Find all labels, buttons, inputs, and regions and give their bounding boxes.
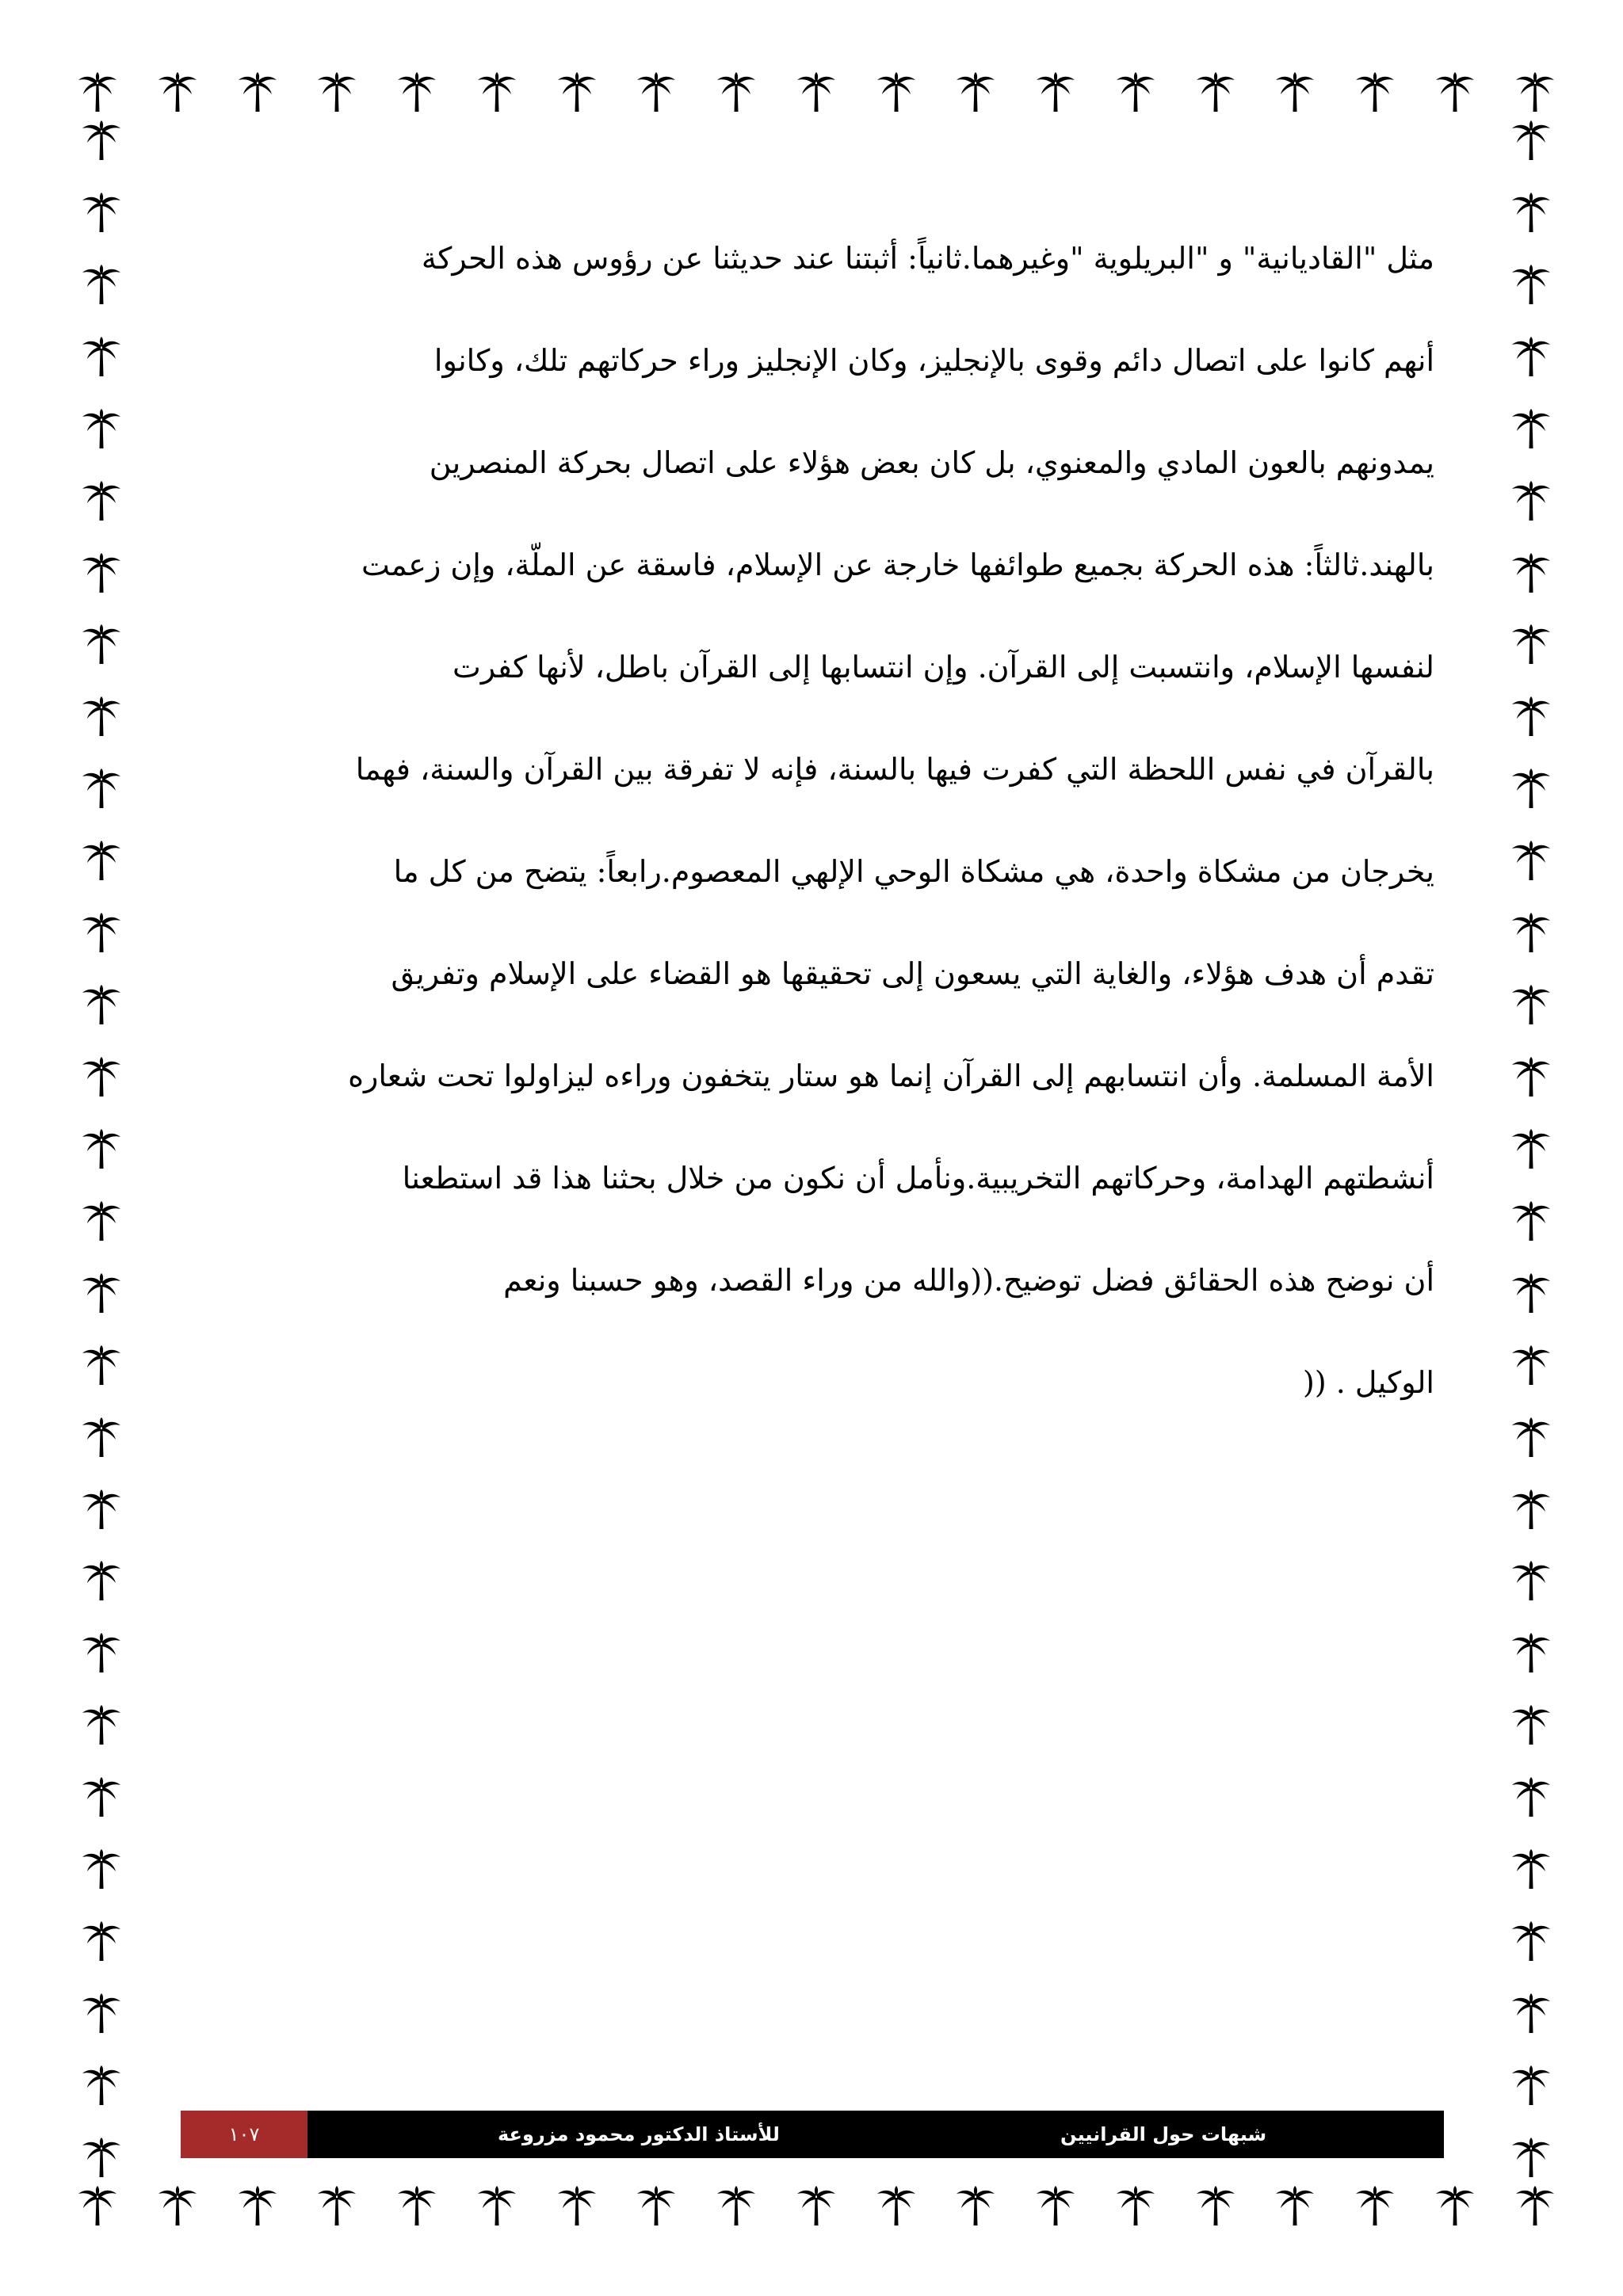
palm-tree-icon	[80, 1199, 123, 1242]
palm-tree-icon	[1510, 551, 1552, 594]
palm-tree-icon	[475, 2184, 518, 2227]
palm-tree-icon	[556, 2184, 598, 2227]
palm-tree-icon	[80, 1920, 123, 1962]
palm-tree-icon	[1510, 407, 1552, 450]
palm-tree-icon	[1510, 1703, 1552, 1746]
palm-tree-icon	[954, 71, 997, 113]
text-line: لنفسها الإسلام، وانتسبت إلى القرآن. وإن انتسابها إلى القرآن باطل، لأنها كفرت	[453, 650, 1434, 685]
footer-title: شبهات حول القرانيين	[1060, 2123, 1267, 2145]
palm-tree-icon	[1510, 695, 1552, 738]
palm-tree-icon	[954, 2184, 997, 2227]
text-line: مثل "القاديانية" و "البريلوية "وغيرهما.ثانياً: أثبتنا عند حديثنا عن رؤوس هذه الحركة	[421, 241, 1434, 276]
border-bottom	[76, 2180, 1556, 2231]
palm-tree-icon	[80, 1416, 123, 1459]
page-number: ١٠٧	[228, 2123, 260, 2145]
text-line: أن نوضح هذه الحقائق فضل توضيح.((والله من وراء القصد، وهو حسبنا ونعم	[503, 1263, 1434, 1298]
palm-tree-icon	[1114, 71, 1157, 113]
palm-tree-icon	[1434, 71, 1476, 113]
palm-tree-icon	[236, 2184, 279, 2227]
footer-author: للأستاذ الدكتور محمود مزروعة	[498, 2123, 780, 2145]
palm-tree-icon	[1510, 479, 1552, 522]
palm-tree-icon	[80, 1992, 123, 2035]
palm-tree-icon	[395, 2184, 438, 2227]
palm-tree-icon	[875, 71, 918, 113]
palm-tree-icon	[1510, 767, 1552, 810]
palm-tree-icon	[80, 263, 123, 306]
text-line: بالهند.ثالثاً: هذه الحركة بجميع طوائفها خارجة عن الإسلام، فاسقة عن الملّة، وإن زعمت	[361, 547, 1434, 582]
palm-tree-icon	[76, 2184, 119, 2227]
palm-tree-icon	[715, 71, 758, 113]
palm-tree-icon	[80, 1055, 123, 1098]
palm-tree-icon	[1114, 2184, 1157, 2227]
palm-tree-icon	[80, 407, 123, 450]
palm-tree-icon	[80, 1272, 123, 1314]
palm-tree-icon	[1510, 911, 1552, 954]
palm-tree-icon	[795, 71, 838, 113]
text-line: أنشطتهم الهدامة، وحركاتهم التخريبية.ونأمل أن نكون من خلال بحثنا هذا قد استطعنا	[402, 1161, 1434, 1196]
palm-tree-icon	[1510, 983, 1552, 1026]
palm-tree-icon	[1034, 2184, 1077, 2227]
palm-tree-icon	[1510, 191, 1552, 234]
palm-tree-icon	[80, 1703, 123, 1746]
palm-tree-icon	[1510, 119, 1552, 162]
palm-tree-icon	[395, 71, 438, 113]
palm-tree-icon	[1510, 1992, 1552, 2035]
palm-tree-icon	[156, 71, 199, 113]
palm-tree-icon	[1274, 2184, 1316, 2227]
palm-tree-icon	[1510, 2064, 1552, 2107]
palm-tree-icon	[80, 479, 123, 522]
border-left	[76, 119, 127, 2179]
palm-tree-icon	[715, 2184, 758, 2227]
palm-tree-icon	[80, 335, 123, 378]
border-top	[76, 67, 1556, 117]
palm-tree-icon	[80, 1559, 123, 1602]
palm-tree-icon	[80, 911, 123, 954]
palm-tree-icon	[1194, 2184, 1237, 2227]
palm-tree-icon	[80, 1127, 123, 1170]
palm-tree-icon	[80, 551, 123, 594]
palm-tree-icon	[80, 2064, 123, 2107]
text-line: الوكيل . ((	[1303, 1365, 1434, 1400]
palm-tree-icon	[315, 2184, 358, 2227]
text-line: أنهم كانوا على اتصال دائم وقوى بالإنجليز، وكان الإنجليز وراء حركاتهم تلك، وكانوا	[433, 343, 1434, 378]
text-line: تقدم أن هدف هؤلاء، والغاية التي يسعون إلى تحقيقها هو القضاء على الإسلام وتفريق	[391, 956, 1434, 991]
palm-tree-icon	[315, 71, 358, 113]
palm-tree-icon	[1510, 1344, 1552, 1386]
palm-tree-icon	[80, 191, 123, 234]
palm-tree-icon	[1434, 2184, 1476, 2227]
palm-tree-icon	[1034, 71, 1077, 113]
palm-tree-icon	[1510, 1488, 1552, 1531]
palm-tree-icon	[1510, 1416, 1552, 1459]
palm-tree-icon	[156, 2184, 199, 2227]
palm-tree-icon	[80, 983, 123, 1026]
palm-tree-icon	[80, 767, 123, 810]
palm-tree-icon	[1510, 1631, 1552, 1674]
palm-tree-icon	[1510, 1199, 1552, 1242]
palm-tree-icon	[795, 2184, 838, 2227]
palm-tree-icon	[556, 71, 598, 113]
palm-tree-icon	[1510, 1055, 1552, 1098]
palm-tree-icon	[1510, 1775, 1552, 1818]
palm-tree-icon	[80, 119, 123, 162]
palm-tree-icon	[80, 1848, 123, 1890]
palm-tree-icon	[875, 2184, 918, 2227]
palm-tree-icon	[76, 71, 119, 113]
page-number-box	[181, 2111, 307, 2158]
palm-tree-icon	[1510, 335, 1552, 378]
palm-tree-icon	[80, 623, 123, 666]
palm-tree-icon	[80, 839, 123, 882]
palm-tree-icon	[1510, 1920, 1552, 1962]
palm-tree-icon	[1274, 71, 1316, 113]
palm-tree-icon	[80, 2136, 123, 2179]
palm-tree-icon	[635, 2184, 678, 2227]
palm-tree-icon	[80, 1775, 123, 1818]
border-right	[1506, 119, 1556, 2179]
text-line: بالقرآن في نفس اللحظة التي كفرت فيها بالسنة، فإنه لا تفرقة بين القرآن والسنة، فهما	[355, 752, 1434, 787]
palm-tree-icon	[80, 695, 123, 738]
palm-tree-icon	[635, 71, 678, 113]
palm-tree-icon	[1510, 1127, 1552, 1170]
palm-tree-icon	[1354, 71, 1396, 113]
palm-tree-icon	[1354, 2184, 1396, 2227]
palm-tree-icon	[1510, 623, 1552, 666]
palm-tree-icon	[1510, 1272, 1552, 1314]
text-line: يخرجان من مشكاة واحدة، هي مشكاة الوحي الإلهي المعصوم.رابعاً: يتضح من كل ما	[393, 854, 1434, 889]
body-text	[208, 208, 1434, 1434]
palm-tree-icon	[1514, 2184, 1556, 2227]
text-line: يمدونهم بالعون المادي والمعنوي، بل كان بعض هؤلاء على اتصال بحركة المنصرين	[429, 445, 1434, 480]
palm-tree-icon	[1510, 839, 1552, 882]
palm-tree-icon	[1510, 2136, 1552, 2179]
palm-tree-icon	[1514, 71, 1556, 113]
palm-tree-icon	[80, 1488, 123, 1531]
text-line: الأمة المسلمة. وأن انتسابهم إلى القرآن إنما هو ستار يتخفون وراءه ليزاولوا تحت شعاره	[348, 1058, 1434, 1093]
palm-tree-icon	[1510, 263, 1552, 306]
palm-tree-icon	[1510, 1559, 1552, 1602]
footer-bar	[181, 2111, 1444, 2158]
palm-tree-icon	[1194, 71, 1237, 113]
palm-tree-icon	[236, 71, 279, 113]
palm-tree-icon	[1510, 1848, 1552, 1890]
palm-tree-icon	[475, 71, 518, 113]
palm-tree-icon	[80, 1344, 123, 1386]
palm-tree-icon	[80, 1631, 123, 1674]
